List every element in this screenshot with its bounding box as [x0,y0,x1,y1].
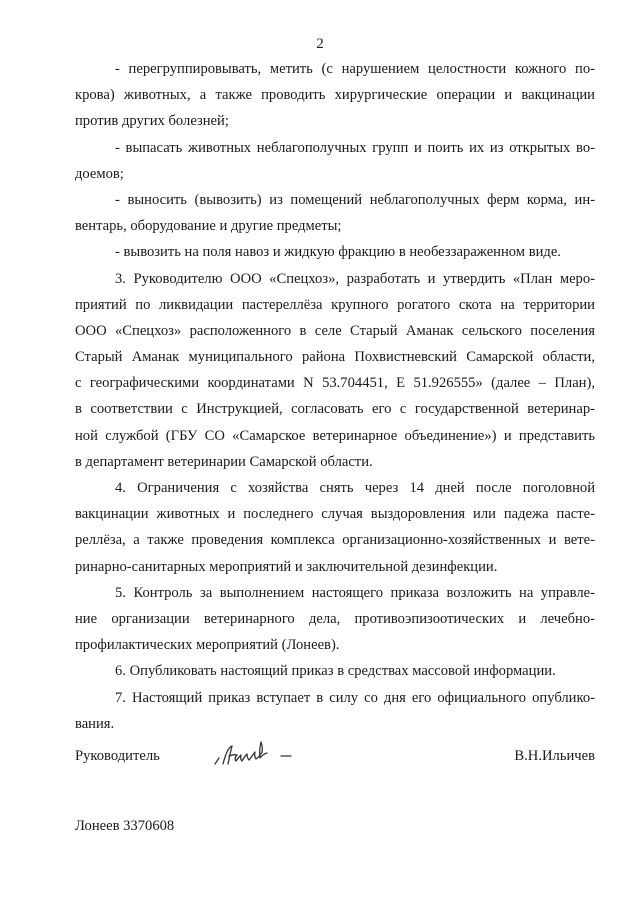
text-line: доемов; [75,165,124,182]
text-line: в департамент ветеринарии Самарской области. [75,453,373,470]
signatory-position: Руководитель [75,748,160,764]
text-line: Старый Аманак муниципального района Похвистневский Самарской области, [75,349,595,366]
text-line: вентарь, оборудование и другие предметы; [75,218,342,235]
text-line: вания. [75,715,115,732]
text-line: приятий по ликвидации пастереллёза крупного рогатого скота на территории [75,296,595,313]
text-line: - перегруппировывать, метить (с нарушением целостности кожного по- [115,61,595,77]
text-line: с географическими координатами N 53.704451, E 51.926555» (далее – План), [75,375,595,392]
text-line: 6. Опубликовать настоящий приказ в средствах массовой информации. [115,663,556,680]
text-line: - вывозить на поля навоз и жидкую фракцию в необеззараженном виде. [115,244,561,261]
text-line: в соответствии с Инструкцией, согласовать его с государственной ветеринар- [75,401,595,418]
signature-block [75,738,595,778]
text-line: 7. Настоящий приказ вступает в силу со дня его официального опублико- [115,689,595,706]
handwritten-signature [207,738,317,772]
text-line: реллёза, а также проведения комплекса организационно-хозяйственных и вете- [75,532,595,549]
text-line: ние организации ветеринарного дела, противоэпизоотических и лечебно- [75,610,595,627]
text-line: ной службой (ГБУ СО «Самарское ветеринарное объединение») и представить [75,427,595,444]
text-line: - выпасать животных неблагополучных групп и поить их из открытых во- [115,139,595,156]
text-line: 3. Руководителю ООО «Спецхоз», разработать и утвердить «План меро- [115,270,595,287]
text-line: против других болезней; [75,113,229,130]
executor-info: Лонеев 3370608 [75,818,175,834]
text-line: 4. Ограничения с хозяйства снять через 14 дней после поголовной [115,480,595,496]
text-line: крова) животных, а также проводить хирургические операции и вакцинации [75,87,595,104]
document-body [75,56,595,737]
text-line: вакцинации животных и последнего случая выздоровления или падежа пасте- [75,506,595,523]
signatory-name: В.Н.Ильичев [514,748,595,764]
text-line: ООО «Спецхоз» расположенного в селе Старый Аманак сельского поселения [75,322,595,339]
page-number: 2 [316,36,324,52]
text-line: 5. Контроль за выполнением настоящего приказа возложить на управле- [115,584,595,601]
text-line: ринарно-санитарных мероприятий и заключительной дезинфекции. [75,558,498,575]
text-line: - выносить (вывозить) из помещений неблагополучных ферм корма, ин- [115,191,595,208]
text-line: профилактических мероприятий (Лонеев). [75,637,340,654]
